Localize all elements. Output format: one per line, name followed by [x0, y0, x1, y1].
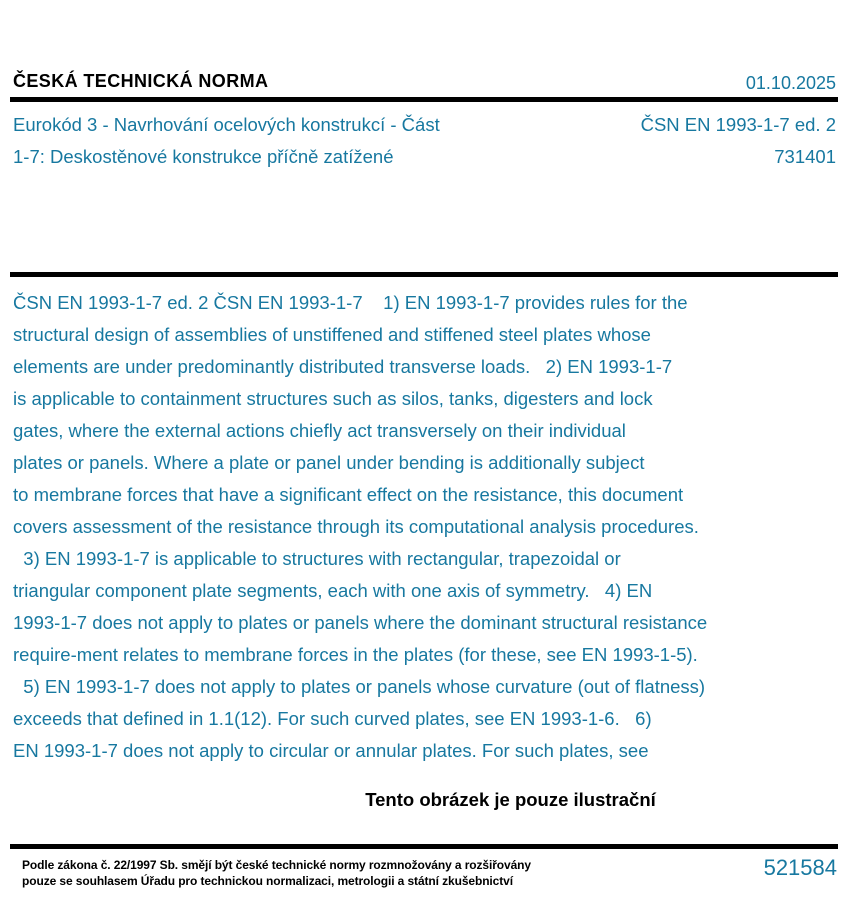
- footer-divider: [10, 844, 838, 849]
- norm-class-number: 731401: [774, 146, 836, 167]
- body-line: 3) EN 1993-1-7 is applicable to structures with rectangular, trapezoidal or: [13, 548, 621, 569]
- copyright-notice: [22, 857, 531, 889]
- order-number: 521584: [763, 855, 837, 880]
- body-line: to membrane forces that have a significant effect on the resistance, this document: [13, 484, 684, 505]
- issue-date: 01.10.2025: [745, 73, 836, 93]
- copyright-line-2: pouze se souhlasem Úřadu pro technickou normalizaci, metrologii a státní zkušebnictví: [22, 874, 513, 888]
- body-line: plates or panels. Where a plate or panel under bending is additionally subject: [13, 452, 645, 473]
- body-top-divider: [10, 272, 838, 277]
- body-line: elements are under predominantly distributed transverse loads. 2) EN 1993-1-7: [13, 356, 673, 377]
- body-line: triangular component plate segments, each with one axis of symmetry. 4) EN: [13, 580, 653, 601]
- norm-title-line-1: Eurokód 3 - Navrhování ocelových konstrukcí - Část: [13, 114, 440, 135]
- copyright-line-1: Podle zákona č. 22/1997 Sb. smějí být české technické normy rozmnožovány a rozšiřovány: [22, 858, 531, 872]
- abstract-text: [13, 287, 843, 767]
- body-line: exceeds that defined in 1.1(12). For such curved plates, see EN 1993-1-6. 6): [13, 708, 652, 729]
- body-line: 5) EN 1993-1-7 does not apply to plates or panels whose curvature (out of flatness): [13, 676, 706, 697]
- page-title: ČESKÁ TECHNICKÁ NORMA: [13, 71, 269, 91]
- norm-designation: ČSN EN 1993-1-7 ed. 2: [640, 114, 836, 135]
- body-line: ČSN EN 1993-1-7 ed. 2 ČSN EN 1993-1-7 1) EN 1993-1-7 provides rules for the: [13, 292, 688, 313]
- body-line: EN 1993-1-7 does not apply to circular or annular plates. For such plates, see: [13, 740, 649, 761]
- norm-title-line-2: 1-7: Deskostěnové konstrukce příčně zatížené: [13, 146, 394, 167]
- body-line: 1993-1-7 does not apply to plates or panels where the dominant structural resistance: [13, 612, 708, 633]
- body-line: structural design of assemblies of unstiffened and stiffened steel plates whose: [13, 324, 651, 345]
- header-divider: [10, 97, 838, 102]
- illustration-disclaimer: Tento obrázek je pouze ilustrační: [365, 789, 656, 810]
- body-line: covers assessment of the resistance through its computational analysis procedures.: [13, 516, 699, 537]
- body-line: require-ment relates to membrane forces in the plates (for these, see EN 1993-1-5).: [13, 644, 698, 665]
- body-line: gates, where the external actions chiefly act transversely on their individual: [13, 420, 626, 441]
- body-line: is applicable to containment structures such as silos, tanks, digesters and lock: [13, 388, 653, 409]
